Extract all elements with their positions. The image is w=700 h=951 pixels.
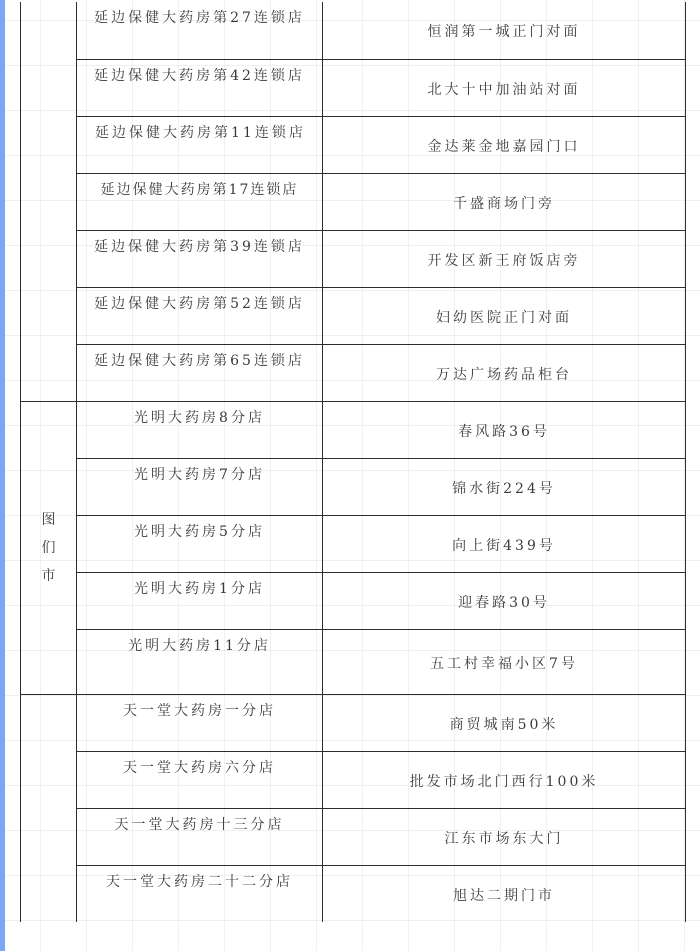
pharmacy-name: 天一堂大药房六分店 xyxy=(77,751,323,808)
pharmacy-address: 旭达二期门市 xyxy=(323,865,686,922)
pharmacy-address: 批发市场北门西行100米 xyxy=(323,751,686,808)
pharmacy-address: 锦水街224号 xyxy=(323,458,686,515)
pharmacy-address: 春风路36号 xyxy=(323,401,686,458)
pharmacy-name: 延边保健大药房第39连锁店 xyxy=(77,230,323,287)
pharmacy-address: 金达莱金地嘉园门口 xyxy=(323,116,686,173)
table-row xyxy=(21,59,686,116)
table-row xyxy=(21,116,686,173)
table-row xyxy=(21,572,686,629)
table-row xyxy=(21,287,686,344)
pharmacy-address: 商贸城南50米 xyxy=(323,694,686,751)
pharmacy-name: 光明大药房7分店 xyxy=(77,458,323,515)
table-row xyxy=(21,2,686,59)
pharmacy-address: 万达广场药品柜台 xyxy=(323,344,686,401)
pharmacy-name: 天一堂大药房十三分店 xyxy=(77,808,323,865)
pharmacy-address: 开发区新王府饭店旁 xyxy=(323,230,686,287)
table-row xyxy=(21,629,686,694)
pharmacy-name: 天一堂大药房一分店 xyxy=(77,694,323,751)
pharmacy-address: 向上街439号 xyxy=(323,515,686,572)
pharmacy-address: 千盛商场门旁 xyxy=(323,173,686,230)
table-row xyxy=(21,808,686,865)
table-row xyxy=(21,173,686,230)
table-row xyxy=(21,401,686,458)
pharmacy-name: 延边保健大药房第42连锁店 xyxy=(77,59,323,116)
pharmacy-name: 延边保健大药房第17连锁店 xyxy=(77,173,323,230)
table-row xyxy=(21,344,686,401)
pharmacy-name: 光明大药房5分店 xyxy=(77,515,323,572)
pharmacy-name: 延边保健大药房第65连锁店 xyxy=(77,344,323,401)
region-cell xyxy=(21,2,77,401)
pharmacy-address: 五工村幸福小区7号 xyxy=(323,629,686,694)
pharmacy-address: 北大十中加油站对面 xyxy=(323,59,686,116)
table-row xyxy=(21,865,686,922)
pharmacy-name: 光明大药房1分店 xyxy=(77,572,323,629)
pharmacy-name: 延边保健大药房第27连锁店 xyxy=(77,2,323,59)
table-row xyxy=(21,694,686,751)
pharmacy-name: 光明大药房8分店 xyxy=(77,401,323,458)
pharmacy-name: 延边保健大药房第11连锁店 xyxy=(77,116,323,173)
table-row xyxy=(21,515,686,572)
table-row xyxy=(21,751,686,808)
region-cell xyxy=(21,401,77,694)
pharmacy-name: 天一堂大药房二十二分店 xyxy=(77,865,323,922)
table-row xyxy=(21,230,686,287)
left-accent-bar xyxy=(0,0,5,951)
pharmacy-address: 恒润第一城正门对面 xyxy=(323,2,686,59)
pharmacy-address: 江东市场东大门 xyxy=(323,808,686,865)
pharmacy-name: 光明大药房11分店 xyxy=(77,629,323,694)
pharmacy-address: 迎春路30号 xyxy=(323,572,686,629)
pharmacy-address: 妇幼医院正门对面 xyxy=(323,287,686,344)
pharmacy-name: 延边保健大药房第52连锁店 xyxy=(77,287,323,344)
region-label: 图们市 xyxy=(41,511,56,584)
pharmacy-list-table xyxy=(20,2,685,922)
table-row xyxy=(21,458,686,515)
region-cell xyxy=(21,694,77,922)
